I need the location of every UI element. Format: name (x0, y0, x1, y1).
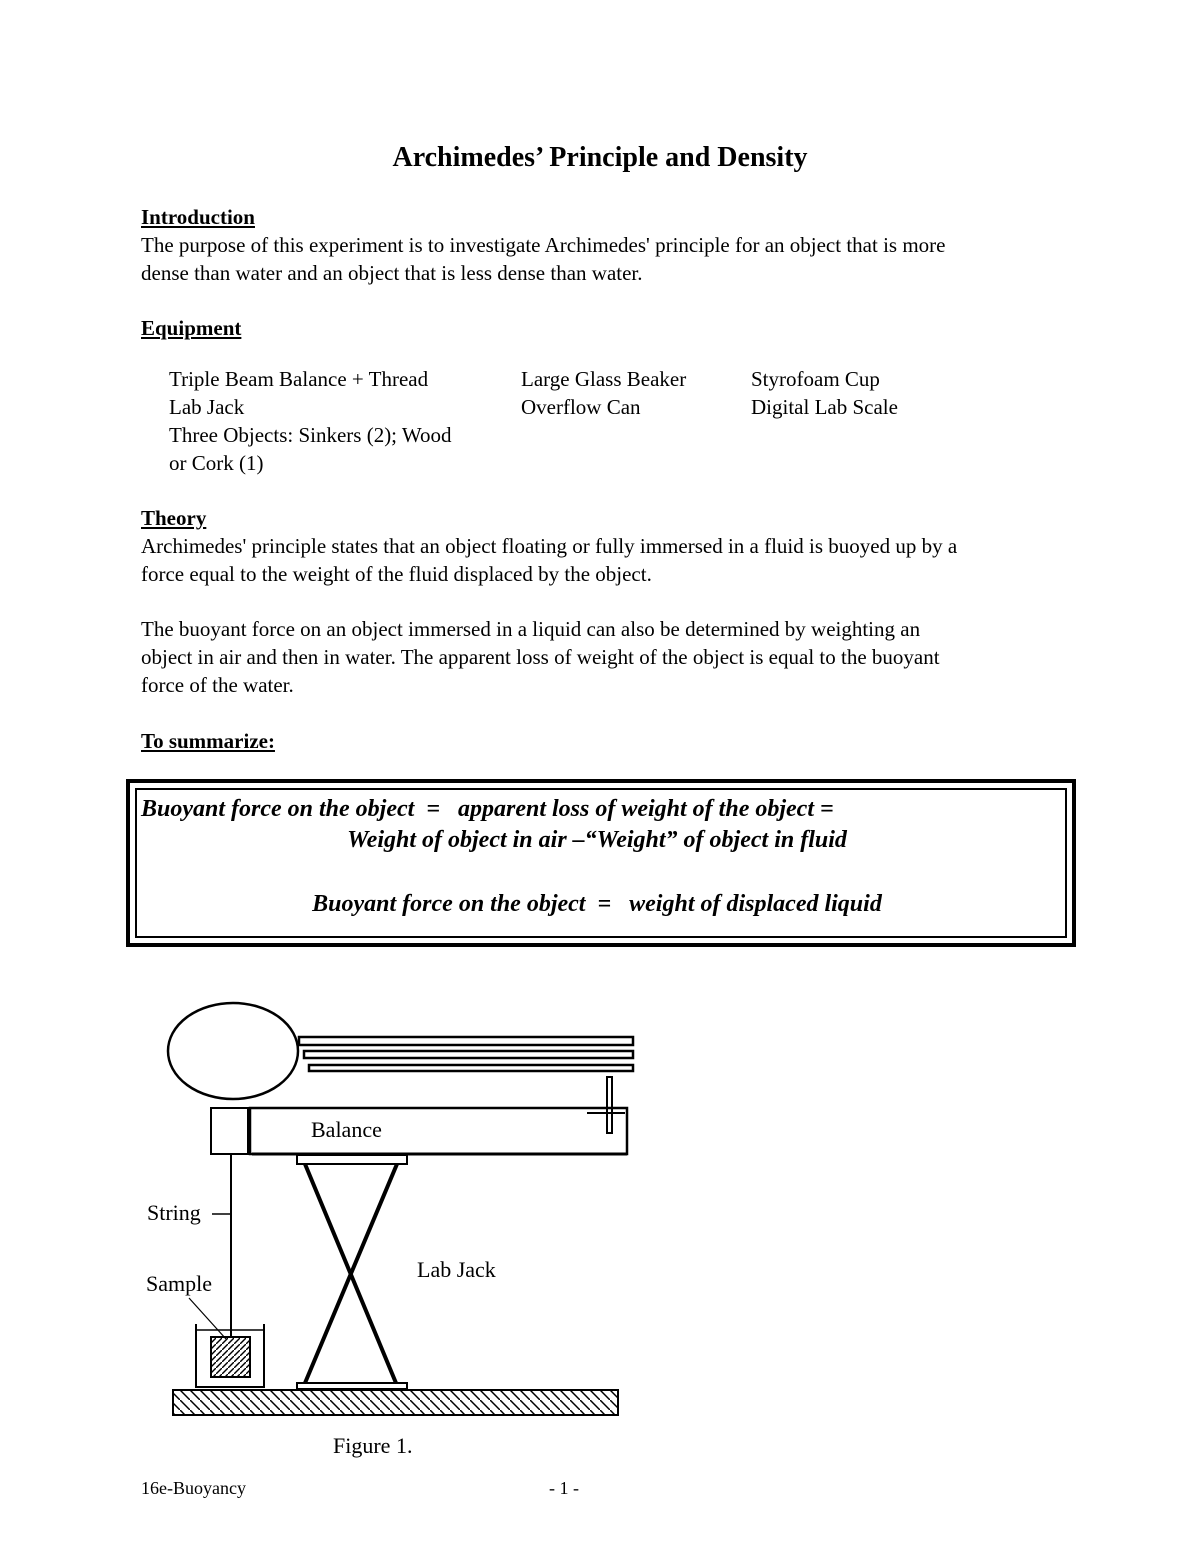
equipment-item: Digital Lab Scale (751, 395, 898, 419)
figure-caption: Figure 1. (333, 1433, 413, 1458)
introduction-text (141, 231, 945, 287)
sample-label: Sample (146, 1271, 212, 1296)
theory-line: The buoyant force on an object immersed in a liquid can also be determined by weighting an (141, 617, 921, 641)
introduction-heading: Introduction (141, 205, 255, 229)
pan-support (211, 1108, 248, 1154)
table-surface (173, 1390, 618, 1415)
sample (211, 1337, 250, 1377)
equipment-item: Lab Jack (169, 395, 245, 419)
summary-box (126, 779, 1076, 947)
lab-jack-label: Lab Jack (417, 1257, 496, 1282)
balance-beams (299, 1037, 633, 1071)
theory-heading: Theory (141, 506, 207, 530)
equipment-item: Overflow Can (521, 395, 641, 419)
balance-pan (168, 1003, 298, 1099)
introduction-line: The purpose of this experiment is to investigate Archimedes' principle for an object that is more (141, 233, 946, 257)
string-label: String (147, 1200, 201, 1225)
equipment-item: or Cork (1) (169, 451, 264, 475)
introduction-line: dense than water and an object that is less dense than water. (141, 261, 643, 285)
summary-formula-line-3: Buoyant force on the object = weight of displaced liquid (312, 891, 882, 917)
theory-line: object in air and then in water. The apparent loss of weight of the object is equal to the buoyant (141, 645, 940, 669)
equipment-item: Three Objects: Sinkers (2); Wood (169, 423, 452, 447)
theory-paragraph-1 (141, 532, 957, 588)
lab-jack-scissors (305, 1164, 397, 1383)
equipment-column-2 (521, 365, 686, 421)
theory-paragraph-2 (141, 615, 940, 699)
equipment-column-3 (751, 365, 898, 421)
balance-base (250, 1108, 627, 1154)
summary-formula-line-1: Buoyant force on the object = apparent loss of weight of the object = (141, 796, 834, 822)
balance-pointer (607, 1077, 612, 1133)
equipment-column-1 (169, 365, 452, 477)
balance-label: Balance (311, 1117, 382, 1142)
equipment-item: Triple Beam Balance + Thread (169, 367, 429, 391)
equipment-heading: Equipment (141, 316, 242, 340)
lab-jack-bottom (297, 1383, 407, 1389)
theory-line: force of the water. (141, 673, 294, 697)
figure-1-diagram (0, 990, 700, 1470)
equipment-item: Styrofoam Cup (751, 367, 880, 391)
summary-heading: To summarize: (141, 729, 275, 753)
theory-line: force equal to the weight of the fluid displaced by the object. (141, 562, 652, 586)
footer-document-id: 16e-Buoyancy (141, 1478, 246, 1498)
page-title: Archimedes’ Principle and Density (392, 142, 808, 173)
summary-formula-line-2: Weight of object in air –“Weight” of object in fluid (347, 827, 847, 853)
theory-line: Archimedes' principle states that an object floating or fully immersed in a fluid is buoyed up by a (141, 534, 958, 558)
summary-box-inner (135, 788, 1067, 938)
sample-pointer-line (189, 1298, 226, 1339)
equipment-item: Large Glass Beaker (521, 367, 687, 391)
lab-jack-top (297, 1155, 407, 1164)
footer-page-number: - 1 - (549, 1478, 579, 1498)
